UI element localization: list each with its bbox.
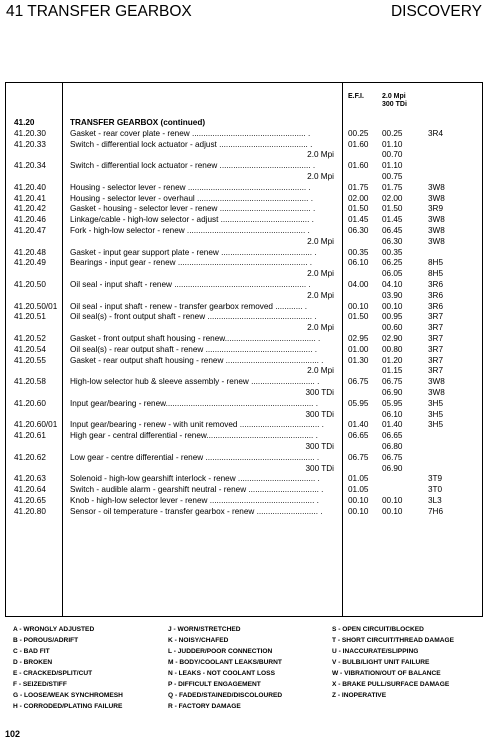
operation-number: 41.20.64 [14, 485, 46, 495]
fault-code: 3W8 [428, 387, 445, 397]
mpi-tdi-time: 06.45 [382, 225, 403, 235]
operation-description: Gasket - input gear support plate - renew ........................................ . [70, 247, 317, 257]
fault-code: 3R7 [428, 344, 444, 354]
efi-time: 00.35 [348, 247, 369, 257]
legend-item: H - CORRODED/PLATING FAILURE [13, 703, 123, 710]
legend-item: B - POROUS/ADRIFT [13, 637, 79, 644]
mpi-tdi-time: 01.10 [382, 139, 403, 149]
table-row [6, 507, 482, 518]
operation-number: 41.20.51 [14, 312, 46, 322]
efi-time: 01.05 [348, 485, 369, 495]
operation-rows [6, 118, 482, 517]
table-row [6, 118, 482, 129]
mpi-tdi-time: 02.90 [382, 333, 403, 343]
operation-number: 41.20.49 [14, 258, 46, 268]
table-row [6, 431, 482, 442]
fault-code: 3W8 [428, 182, 445, 192]
mpi-tdi-time: 02.00 [382, 193, 403, 203]
mpi-column-header: 2.0 Mpi [382, 93, 406, 100]
fault-code: 3R7 [428, 355, 444, 365]
table-row [6, 140, 482, 151]
fault-code: 3H5 [428, 398, 444, 408]
legend-item: G - LOOSE/WEAK SYNCHROMESH [13, 692, 123, 699]
table-row [6, 204, 482, 215]
fault-code: 3W8 [428, 215, 445, 225]
table-row [6, 453, 482, 464]
engine-qualifier: 2.0 Mpi [307, 236, 334, 246]
mpi-tdi-time: 01.40 [382, 420, 403, 430]
efi-time: 00.10 [348, 506, 369, 516]
operation-number: 41.20.34 [14, 161, 46, 171]
efi-time: 01.60 [348, 139, 369, 149]
fault-code: 3W8 [428, 377, 445, 387]
engine-qualifier: 2.0 Mpi [307, 290, 334, 300]
operation-number: 41.20.41 [14, 193, 46, 203]
engine-qualifier: 300 TDi [305, 387, 334, 397]
operation-number: 41.20.62 [14, 452, 46, 462]
engine-qualifier: 2.0 Mpi [307, 323, 334, 333]
efi-time: 00.10 [348, 301, 369, 311]
table-row [6, 345, 482, 356]
operation-number: 41.20.65 [14, 495, 46, 505]
legend-item: Z - INOPERATIVE [332, 692, 387, 699]
legend-column-3 [332, 624, 454, 701]
mpi-tdi-time: 00.35 [382, 247, 403, 257]
operation-description: Sensor - oil temperature - transfer gearbox - renew ........................... . [70, 506, 323, 516]
operation-number: 41.20.61 [14, 431, 46, 441]
table-row [6, 237, 482, 248]
operation-description: Gasket - housing - selector lever - renew ........................................ . [70, 204, 316, 214]
table-row [6, 399, 482, 410]
operation-description: Linkage/cable - high-low selector - adjust ....................................... . [70, 215, 314, 225]
table-row [6, 312, 482, 323]
mpi-tdi-time: 01.20 [382, 355, 403, 365]
legend-item: Q - FADED/STAINED/DISCOLOURED [168, 692, 283, 699]
fault-code: 3R7 [428, 312, 444, 322]
fault-code: 3R7 [428, 333, 444, 343]
table-row [6, 280, 482, 291]
operation-number: 41.20.63 [14, 474, 46, 484]
fault-code: 7H6 [428, 506, 444, 516]
efi-time: 01.75 [348, 182, 369, 192]
efi-time: 01.30 [348, 355, 369, 365]
mpi-tdi-time: 06.90 [382, 463, 403, 473]
engine-qualifier: 2.0 Mpi [307, 150, 334, 160]
efi-column-header: E.F.I. [348, 93, 364, 100]
legend-item: X - BRAKE PULL/SURFACE DAMAGE [332, 681, 450, 688]
operation-number: 41.20.50/01 [14, 301, 58, 311]
operation-description: Housing - selector lever - overhaul ................................................. . [70, 193, 313, 203]
engine-qualifier: 2.0 Mpi [307, 366, 334, 376]
legend-item: J - WORN/STRETCHED [168, 626, 241, 633]
operation-number: 41.20.48 [14, 247, 46, 257]
legend-item: C - BAD FIT [13, 648, 50, 655]
table-row [6, 334, 482, 345]
operation-number: 41.20.55 [14, 355, 46, 365]
table-row [6, 183, 482, 194]
table-row [6, 420, 482, 431]
fault-code: 8H5 [428, 258, 444, 268]
operation-number: 41.20.33 [14, 139, 46, 149]
efi-time: 06.30 [348, 225, 369, 235]
mpi-tdi-time: 06.25 [382, 258, 403, 268]
mpi-tdi-time: 01.50 [382, 204, 403, 214]
table-row [6, 215, 482, 226]
mpi-tdi-time: 00.10 [382, 506, 403, 516]
mpi-tdi-time: 01.15 [382, 366, 403, 376]
legend-item: R - FACTORY DAMAGE [168, 703, 241, 710]
mpi-tdi-time: 01.10 [382, 161, 403, 171]
mpi-tdi-time: 00.25 [382, 128, 403, 138]
operation-number: 41.20.30 [14, 128, 46, 138]
fault-code: 3H5 [428, 420, 444, 430]
table-row [6, 248, 482, 259]
legend-item: U - INACCURATE/SLIPPING [332, 648, 419, 655]
operation-number: 41.20.54 [14, 344, 46, 354]
operation-description: Gasket - rear cover plate - renew .................................................. . [70, 128, 311, 138]
operation-description: Oil seal - input shaft - renew - transfer gearbox removed ............ . [70, 301, 308, 311]
engine-qualifier: 2.0 Mpi [307, 171, 334, 181]
mpi-tdi-time: 06.05 [382, 269, 403, 279]
table-row [6, 161, 482, 172]
fault-code: 3R6 [428, 279, 444, 289]
operation-number: 41.20.42 [14, 204, 46, 214]
mpi-tdi-time: 04.10 [382, 279, 403, 289]
efi-time: 06.65 [348, 431, 369, 441]
legend-item: W - VIBRATION/OUT OF BALANCE [332, 670, 441, 677]
efi-time: 01.00 [348, 344, 369, 354]
fault-code: 3R7 [428, 366, 444, 376]
operation-description: Input gear/bearing - renew - with unit removed ................................... . [70, 420, 324, 430]
efi-time: 01.50 [348, 204, 369, 214]
legend-item: A - WRONGLY ADJUSTED [13, 626, 95, 633]
operation-number: 41.20.60 [14, 398, 46, 408]
fault-code: 3R9 [428, 204, 444, 214]
table-row [6, 474, 482, 485]
efi-time: 06.75 [348, 377, 369, 387]
mpi-tdi-time: 03.90 [382, 290, 403, 300]
table-row [6, 496, 482, 507]
operation-description: Solenoid - high-low gearshift interlock - renew .................................. . [70, 474, 320, 484]
fault-code: 3T0 [428, 485, 443, 495]
table-row [6, 356, 482, 367]
mpi-tdi-time: 00.60 [382, 323, 403, 333]
engine-qualifier: 300 TDi [305, 441, 334, 451]
efi-time: 02.95 [348, 333, 369, 343]
mpi-tdi-time: 06.75 [382, 377, 403, 387]
legend-column-2 [168, 624, 282, 712]
operation-description: Switch - differential lock actuator - adjust ....................................... . [70, 139, 313, 149]
efi-time: 06.75 [348, 452, 369, 462]
fault-code: 8H5 [428, 269, 444, 279]
legend-item: L - JUDDER/POOR CONNECTION [168, 648, 273, 655]
vehicle-title: DISCOVERY [390, 3, 482, 20]
table-row [6, 258, 482, 269]
mpi-tdi-time: 05.95 [382, 398, 403, 408]
fault-code: 3W8 [428, 236, 445, 246]
operation-number: 41.20.50 [14, 279, 46, 289]
mpi-tdi-time: 00.10 [382, 495, 403, 505]
fault-code: 3R7 [428, 323, 444, 333]
operation-description: High gear - central differential - renew............................................... . [70, 431, 318, 441]
operation-number: 41.20.47 [14, 225, 46, 235]
operation-description: Gasket - front output shaft housing - renew........................................ . [70, 333, 321, 343]
engine-qualifier: 300 TDi [305, 463, 334, 473]
operation-description: Oil seal(s) - front output shaft - renew .............................................. . [70, 312, 317, 322]
operation-description: Oil seal(s) - rear output shaft - renew ............................................... . [70, 344, 318, 354]
operation-number: 41.20 [14, 118, 35, 127]
efi-time: 00.10 [348, 495, 369, 505]
operation-number: 41.20.40 [14, 182, 46, 192]
efi-time: 06.10 [348, 258, 369, 268]
legend-item: E - CRACKED/SPLIT/CUT [13, 670, 93, 677]
efi-time: 05.95 [348, 398, 369, 408]
operation-description: Knob - high-low selector lever - renew .............................................. . [70, 495, 319, 505]
operation-number: 41.20.80 [14, 506, 46, 516]
mpi-tdi-time: 06.80 [382, 441, 403, 451]
table-row [6, 194, 482, 205]
fault-code: 3R6 [428, 290, 444, 300]
mpi-tdi-time: 06.65 [382, 431, 403, 441]
legend-item: N - LEAKS - NOT COOLANT LOSS [168, 670, 275, 677]
operation-description: Fork - high-low selector - renew .................................................... . [70, 225, 310, 235]
table-row [6, 129, 482, 140]
operation-description: Low gear - centre differential - renew ................................................ . [70, 452, 320, 462]
operation-description: High-low selector hub & sleeve assembly - renew ............................ . [70, 377, 320, 387]
operation-description: TRANSFER GEARBOX (continued) [70, 118, 206, 127]
fault-code: 3L3 [428, 495, 442, 505]
operation-description: Bearings - input gear - renew ......................................................... . [70, 258, 313, 268]
table-row [6, 291, 482, 302]
mpi-tdi-time: 00.80 [382, 344, 403, 354]
mpi-tdi-time: 00.70 [382, 150, 403, 160]
mpi-tdi-time: 00.10 [382, 301, 403, 311]
operation-description: Switch - differential lock actuator - renew ........................................ . [70, 161, 316, 171]
fault-code: 3W8 [428, 225, 445, 235]
table-row [6, 410, 482, 421]
legend-item: F - SEIZED/STIFF [13, 681, 67, 688]
legend-item: V - BULB/LIGHT UNIT FAILURE [332, 659, 430, 666]
efi-time: 01.05 [348, 474, 369, 484]
efi-time: 01.40 [348, 420, 369, 430]
fault-code: 3H5 [428, 409, 444, 419]
table-row [6, 388, 482, 399]
table-row [6, 464, 482, 475]
operation-number: 41.20.58 [14, 377, 46, 387]
operation-description: Housing - selector lever - renew .................................................... . [70, 182, 311, 192]
mpi-tdi-time: 01.75 [382, 182, 403, 192]
legend-item: K - NOISY/CHAFED [168, 637, 229, 644]
efi-time: 00.25 [348, 128, 369, 138]
engine-qualifier: 300 TDi [305, 409, 334, 419]
fault-code: 3W8 [428, 193, 445, 203]
table-row [6, 377, 482, 388]
operation-number: 41.20.52 [14, 333, 46, 343]
mpi-tdi-time: 06.90 [382, 387, 403, 397]
mpi-tdi-time: 06.75 [382, 452, 403, 462]
fault-code: 3R4 [428, 128, 444, 138]
table-row [6, 485, 482, 496]
table-row [6, 302, 482, 313]
operation-description: Input gear/bearing - renew................................................................. . [70, 398, 318, 408]
page-number: 102 [5, 729, 21, 739]
operation-description: Gasket - rear output shaft housing - renew ......................................... . [70, 355, 324, 365]
table-row [6, 172, 482, 183]
legend-item: S - OPEN CIRCUIT/BLOCKED [332, 626, 424, 633]
tdi-column-header: 300 TDi [382, 101, 407, 108]
table-row [6, 226, 482, 237]
efi-time: 04.00 [348, 279, 369, 289]
times-table [5, 82, 483, 617]
table-row [6, 323, 482, 334]
mpi-tdi-time: 00.95 [382, 312, 403, 322]
legend-item: T - SHORT CIRCUIT/THREAD DAMAGE [332, 637, 454, 644]
operation-description: Oil seal - input shaft - renew .......................................................... . [70, 279, 311, 289]
page-header [6, 3, 482, 23]
table-row [6, 150, 482, 161]
table-row [6, 366, 482, 377]
efi-time: 01.45 [348, 215, 369, 225]
engine-qualifier: 2.0 Mpi [307, 269, 334, 279]
table-row [6, 442, 482, 453]
fault-code: 3T9 [428, 474, 443, 484]
efi-time: 01.60 [348, 161, 369, 171]
operation-description: Switch - audible alarm - gearshift neutral - renew ............................... . [70, 485, 324, 495]
operation-number: 41.20.46 [14, 215, 46, 225]
legend-item: D - BROKEN [13, 659, 53, 666]
operation-number: 41.20.60/01 [14, 420, 58, 430]
mpi-tdi-time: 06.30 [382, 236, 403, 246]
mpi-tdi-time: 00.75 [382, 171, 403, 181]
section-title: 41 TRANSFER GEARBOX [6, 3, 192, 20]
efi-time: 01.50 [348, 312, 369, 322]
fault-code: 3R6 [428, 301, 444, 311]
legend-item: P - DIFFICULT ENGAGEMENT [168, 681, 261, 688]
mpi-tdi-time: 01.45 [382, 215, 403, 225]
mpi-tdi-time: 06.10 [382, 409, 403, 419]
table-row [6, 269, 482, 280]
legend-item: M - BODY/COOLANT LEAKS/BURNT [168, 659, 282, 666]
legend-column-1 [13, 624, 123, 712]
efi-time: 02.00 [348, 193, 369, 203]
